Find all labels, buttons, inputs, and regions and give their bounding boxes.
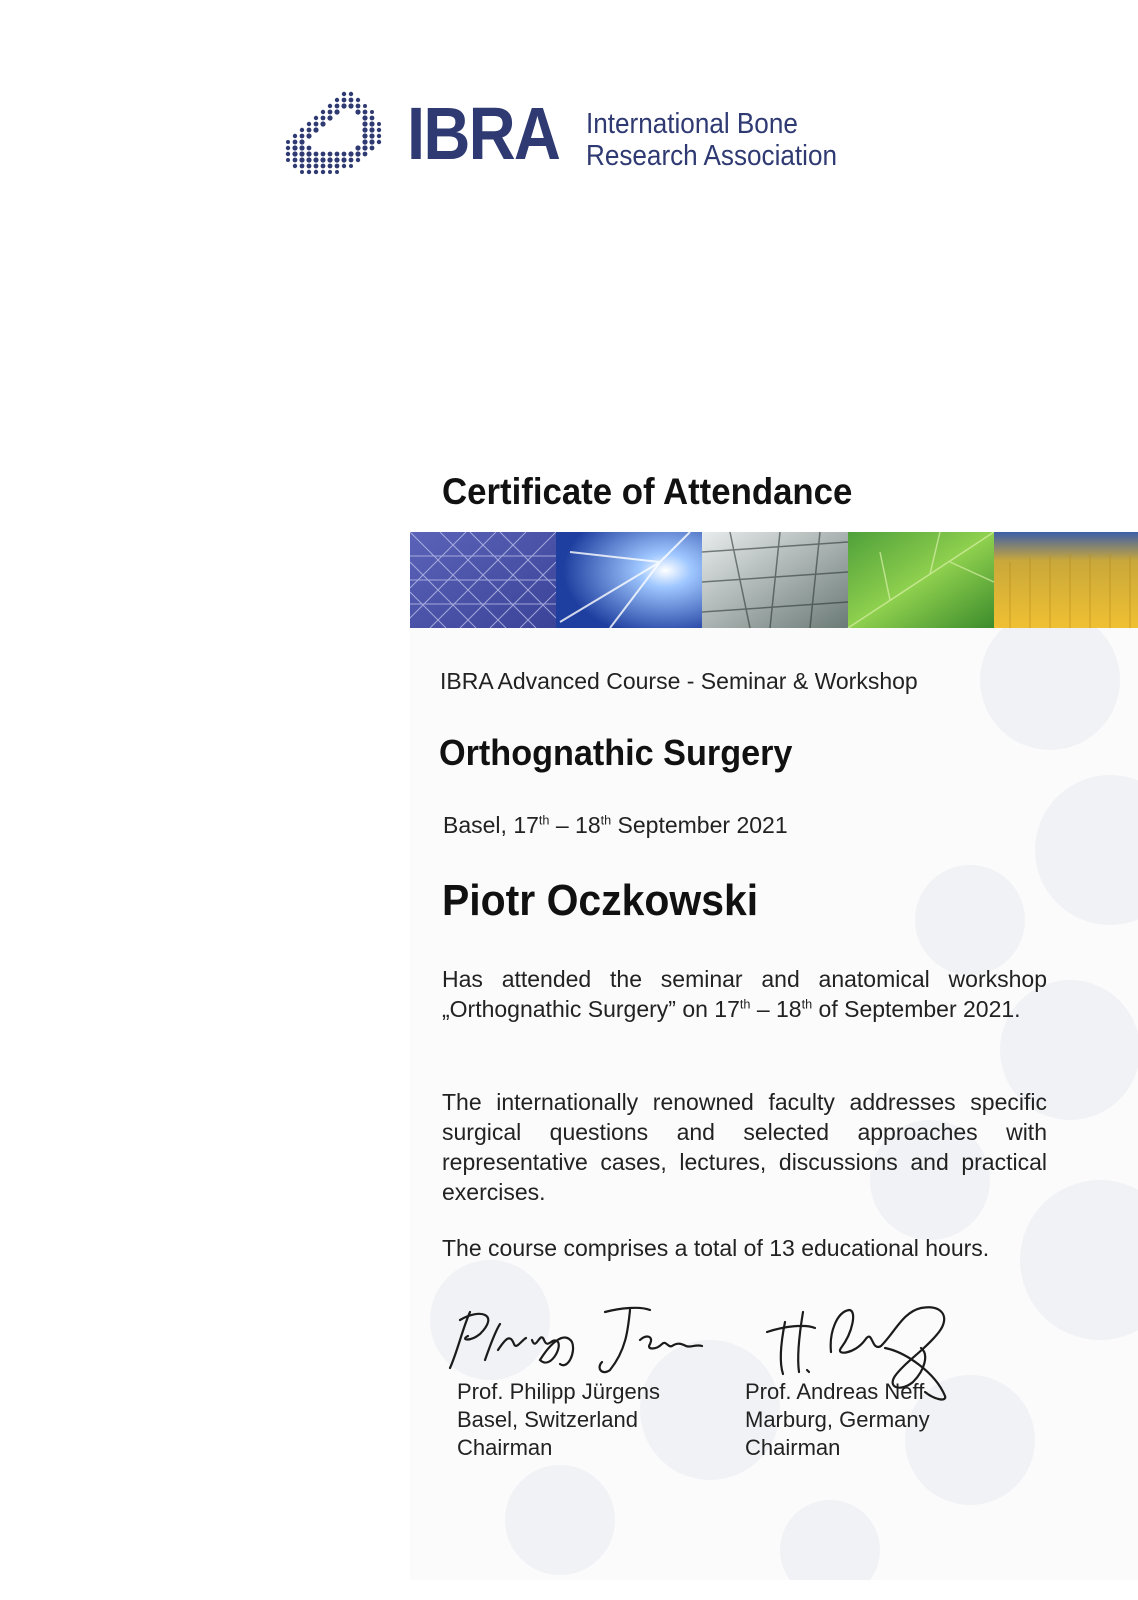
- signatory-1-name: Prof. Philipp Jürgens: [457, 1379, 660, 1404]
- attendance-suffix-2: th: [801, 997, 813, 1012]
- signatory-2-role: Chairman: [745, 1435, 841, 1460]
- signatory-1-location: Basel, Switzerland: [457, 1407, 638, 1432]
- faculty-description: The internationally renowned faculty addresses specific surgical questions and selected approaches with representative cases, lectures, discussions and practical exercises.: [442, 1089, 1047, 1205]
- date-suffix-2: th: [600, 813, 612, 828]
- logo-full-name: [586, 108, 856, 172]
- date-start: Basel, 17: [443, 812, 539, 838]
- course-type: IBRA Advanced Course - Seminar & Workshop: [440, 668, 918, 694]
- attendance-text-b: – 18: [750, 996, 802, 1022]
- signature-juergens: [440, 1300, 710, 1380]
- logo-line-2: Research Association: [586, 140, 837, 172]
- attendance-text-c: of September 2021.: [812, 996, 1021, 1022]
- attendance-statement: [442, 964, 1047, 1024]
- attendance-suffix-1: th: [739, 997, 751, 1012]
- signatory-1: [457, 1378, 660, 1462]
- date-suffix-1: th: [538, 813, 550, 828]
- attendance-text-a: Has attended the seminar and anatomical workshop „Orthognathic Surgery” on 17: [442, 966, 1047, 1022]
- date-month-year: September 2021: [611, 812, 788, 838]
- logo-line-1: International Bone: [586, 108, 798, 140]
- signatory-1-role: Chairman: [457, 1435, 553, 1460]
- logo-acronym: IBRA: [407, 92, 560, 175]
- signatory-2: [745, 1378, 930, 1462]
- signatory-2-location: Marburg, Germany: [745, 1407, 930, 1432]
- image-banner: [410, 532, 1138, 628]
- signatory-2-name: Prof. Andreas Neff: [745, 1379, 925, 1404]
- course-name: Orthognathic Surgery: [439, 732, 793, 773]
- participant-name: Piotr Oczkowski: [442, 876, 759, 925]
- certificate-title: Certificate of Attendance: [442, 471, 853, 512]
- date-end: – 18: [549, 812, 601, 838]
- educational-hours: The course comprises a total of 13 educational hours.: [442, 1235, 990, 1261]
- course-date: [443, 812, 788, 839]
- ibra-dotted-triangle-icon: [282, 88, 382, 184]
